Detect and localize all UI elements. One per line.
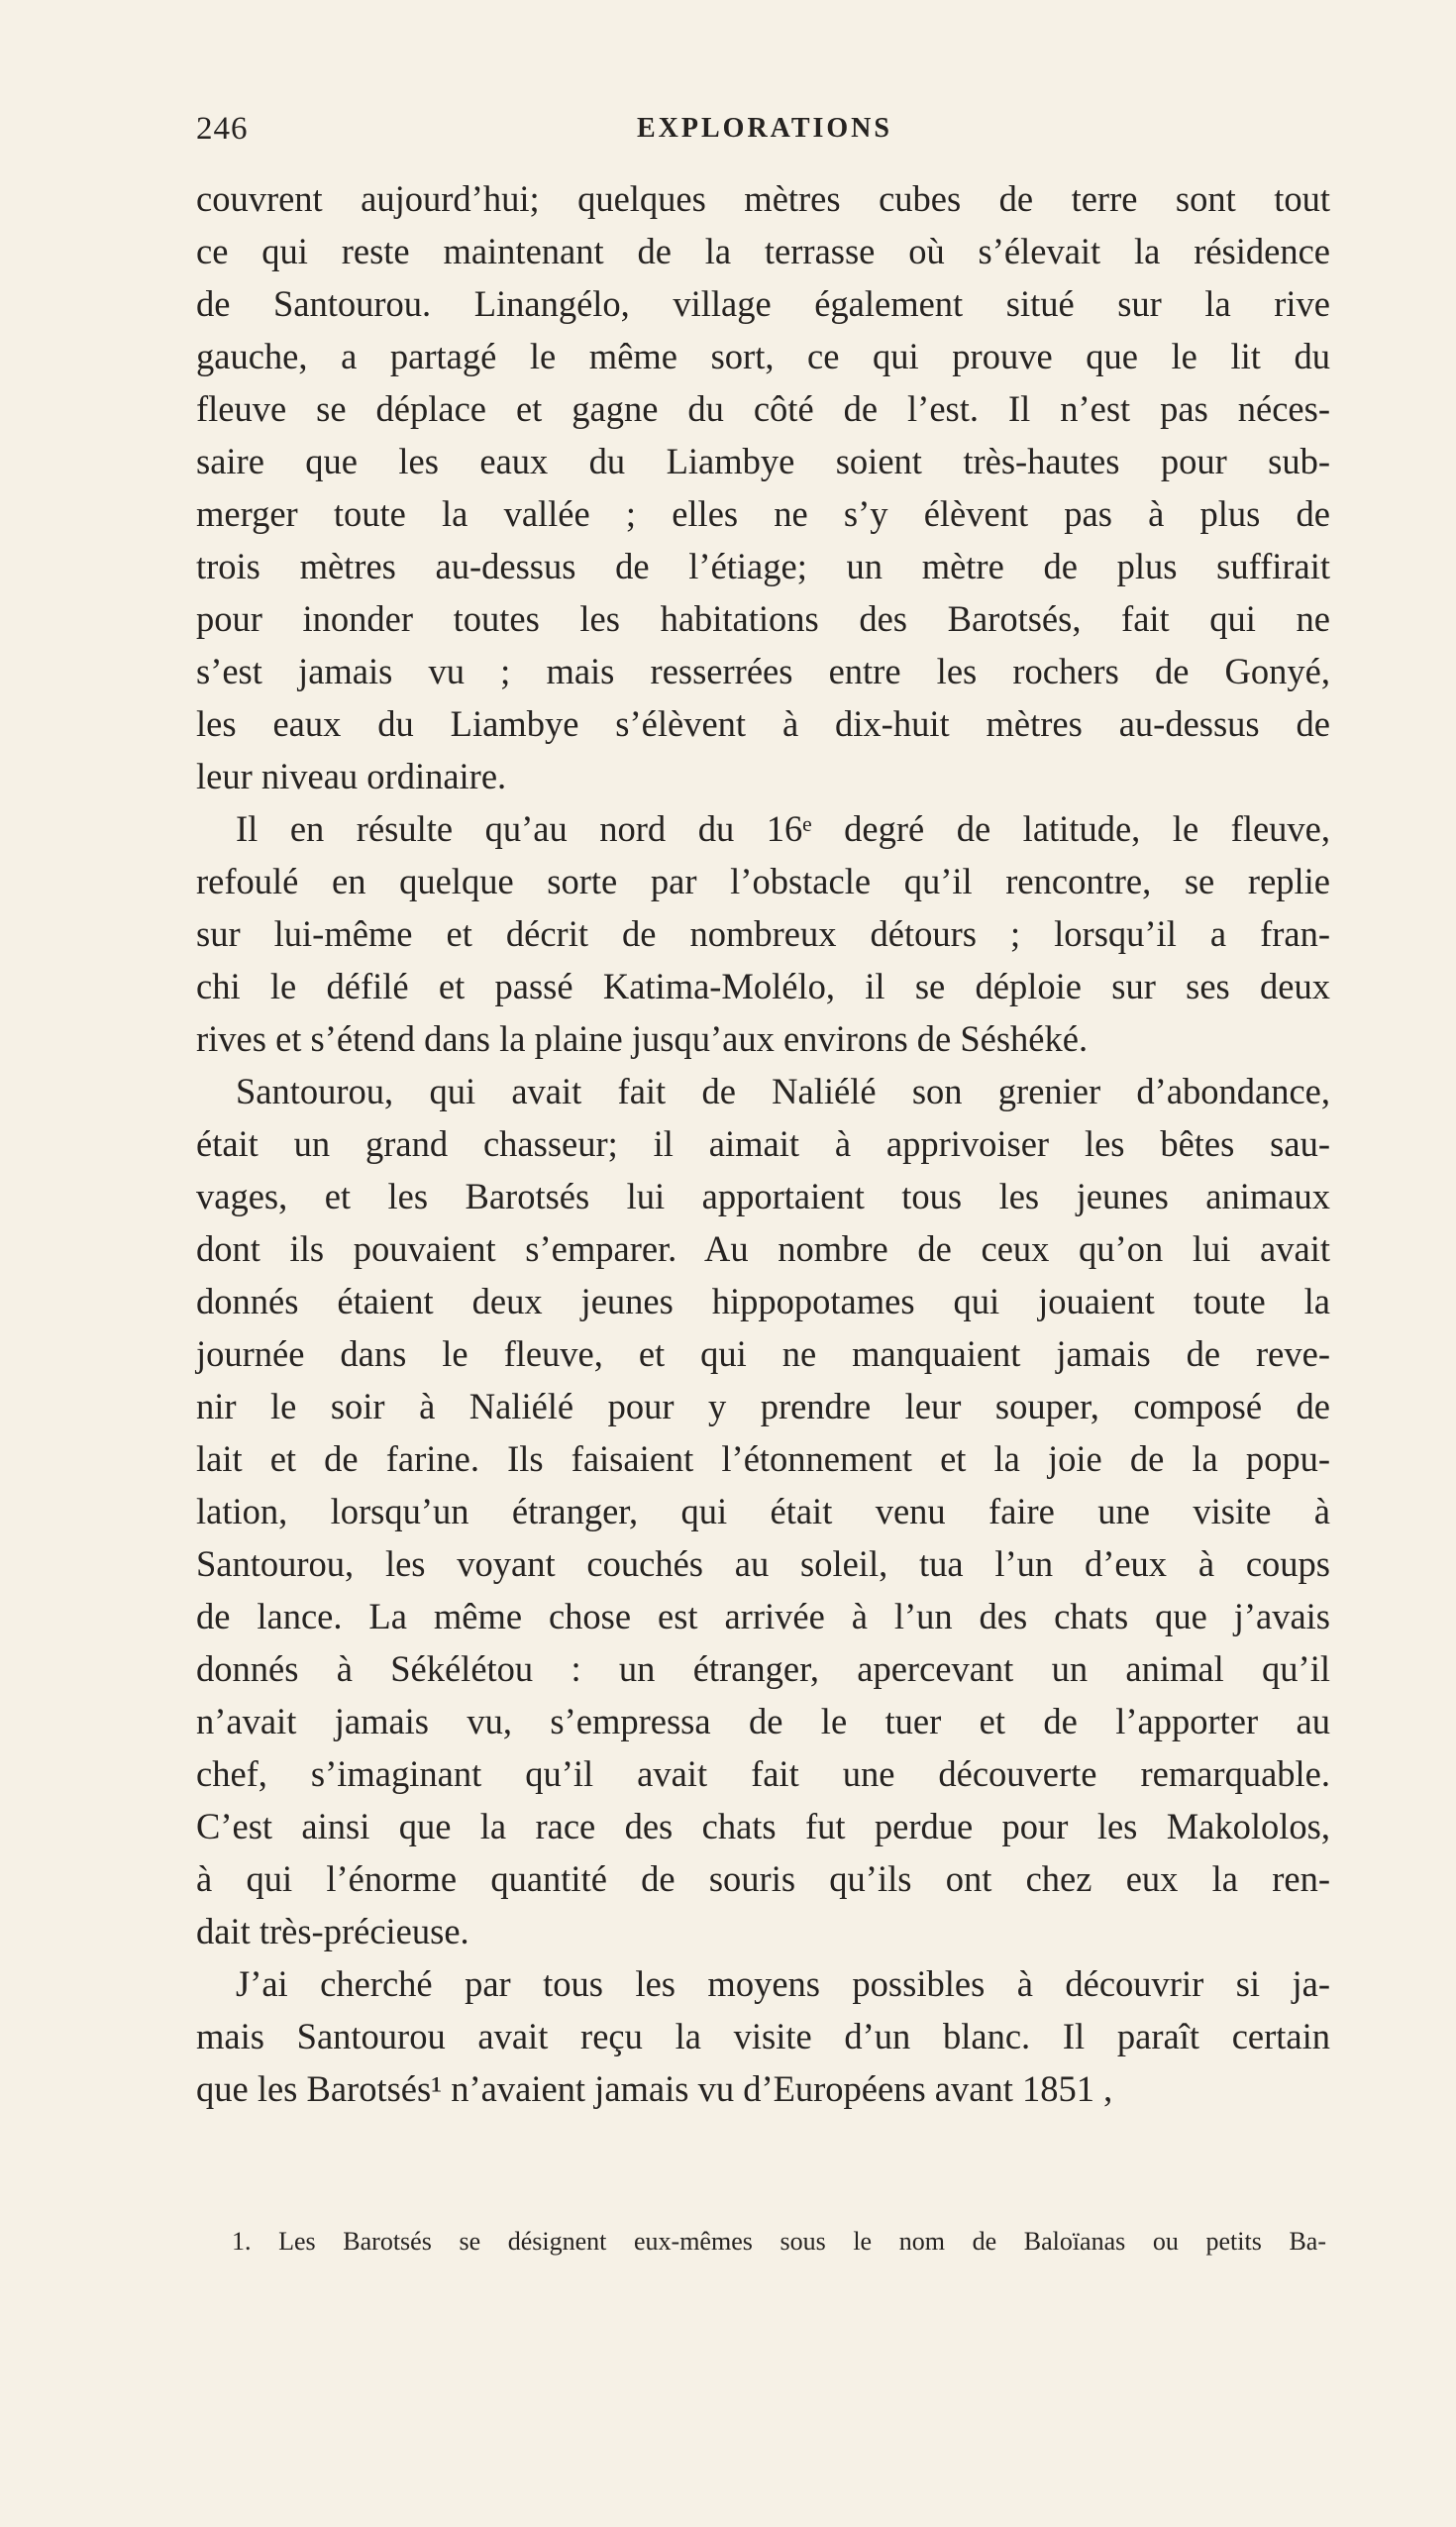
text-line: chi le défilé et passé Katima-Molélo, il se déploie sur ses deux <box>196 966 1330 1006</box>
text-line: à qui l’énorme quantité de souris qu’ils ont chez eux la ren- <box>196 1858 1330 1899</box>
paragraph <box>196 802 1330 1065</box>
text-line: donnés étaient deux jeunes hippopotames qui jouaient toute la <box>196 1281 1330 1321</box>
text-line: trois mètres au-dessus de l’étiage; un mètre de plus suffirait <box>196 546 1330 586</box>
text-line: dont ils pouvaient s’emparer. Au nombre de ceux qu’on lui avait <box>196 1228 1330 1269</box>
page-header <box>196 111 1325 160</box>
text-line: de Santourou. Linangélo, village également situé sur la rive <box>196 283 1330 324</box>
paragraph <box>196 1065 1330 1957</box>
text-line: J’ai cherché par tous les moyens possibles à découvrir si ja- <box>236 1963 1330 2004</box>
paragraph <box>196 172 1330 802</box>
footnote: 1. Les Barotsés se désignent eux-mêmes sous le nom de Baloïanas ou petits Ba- <box>232 2227 1326 2256</box>
text-line: journée dans le fleuve, et qui ne manquaient jamais de reve- <box>196 1333 1330 1374</box>
text-line: refoulé en quelque sorte par l’obstacle qu’il rencontre, se replie <box>196 861 1330 901</box>
page-number: 246 <box>196 111 249 147</box>
text-line: C’est ainsi que la race des chats fut perdue pour les Makololos, <box>196 1806 1330 1846</box>
text-line: les eaux du Liambye s’élèvent à dix-huit mètres au-dessus de <box>196 703 1330 744</box>
text-line: nir le soir à Naliélé pour y prendre leur souper, composé de <box>196 1386 1330 1426</box>
text-line: Santourou, qui avait fait de Naliélé son grenier d’abondance, <box>236 1071 1330 1111</box>
text-line: leur niveau ordinaire. <box>196 756 507 796</box>
text-line: que les Barotsés¹ n’avaient jamais vu d’Européens avant 1851 , <box>196 2068 1113 2109</box>
text-line: lation, lorsqu’un étranger, qui était venu faire une visite à <box>196 1491 1330 1531</box>
text-line: gauche, a partagé le même sort, ce qui prouve que le lit du <box>196 336 1330 376</box>
text-line: sur lui-même et décrit de nombreux détours ; lorsqu’il a fran- <box>196 913 1330 954</box>
text-line: pour inonder toutes les habitations des Barotsés, fait qui ne <box>196 598 1330 639</box>
text-line: lait et de farine. Ils faisaient l’étonnement et la joie de la popu- <box>196 1438 1330 1479</box>
running-title: EXPLORATIONS <box>637 113 892 144</box>
text-line: ce qui reste maintenant de la terrasse où s’élevait la résidence <box>196 231 1330 271</box>
text-line: s’est jamais vu ; mais resserrées entre les rochers de Gonyé, <box>196 651 1330 691</box>
text-line: Il en résulte qu’au nord du 16ᵉ degré de latitude, le fleuve, <box>236 808 1330 849</box>
text-line: était un grand chasseur; il aimait à apprivoiser les bêtes sau- <box>196 1123 1330 1164</box>
text-line: dait très-précieuse. <box>196 1911 469 1951</box>
text-line: fleuve se déplace et gagne du côté de l’est. Il n’est pas néces- <box>196 388 1330 429</box>
text-line: saire que les eaux du Liambye soient très-hautes pour sub- <box>196 441 1330 481</box>
text-line: donnés à Sékélétou : un étranger, apercevant un animal qu’il <box>196 1648 1330 1689</box>
text-line: mais Santourou avait reçu la visite d’un blanc. Il paraît certain <box>196 2016 1330 2056</box>
text-line: n’avait jamais vu, s’empressa de le tuer et de l’apporter au <box>196 1701 1330 1741</box>
text-line: merger toute la vallée ; elles ne s’y élèvent pas à plus de <box>196 493 1330 534</box>
text-line: couvrent aujourd’hui; quelques mètres cubes de terre sont tout <box>196 178 1330 219</box>
text-line: de lance. La même chose est arrivée à l’un des chats que j’avais <box>196 1596 1330 1636</box>
text-line: vages, et les Barotsés lui apportaient tous les jeunes animaux <box>196 1176 1330 1216</box>
paragraph <box>196 1957 1330 2115</box>
text-line: chef, s’imaginant qu’il avait fait une découverte remarquable. <box>196 1753 1330 1794</box>
text-line: Santourou, les voyant couchés au soleil, tua l’un d’eux à coups <box>196 1543 1330 1584</box>
text-line: rives et s’étend dans la plaine jusqu’aux environs de Séshéké. <box>196 1018 1089 1059</box>
body-text <box>196 172 1330 2115</box>
